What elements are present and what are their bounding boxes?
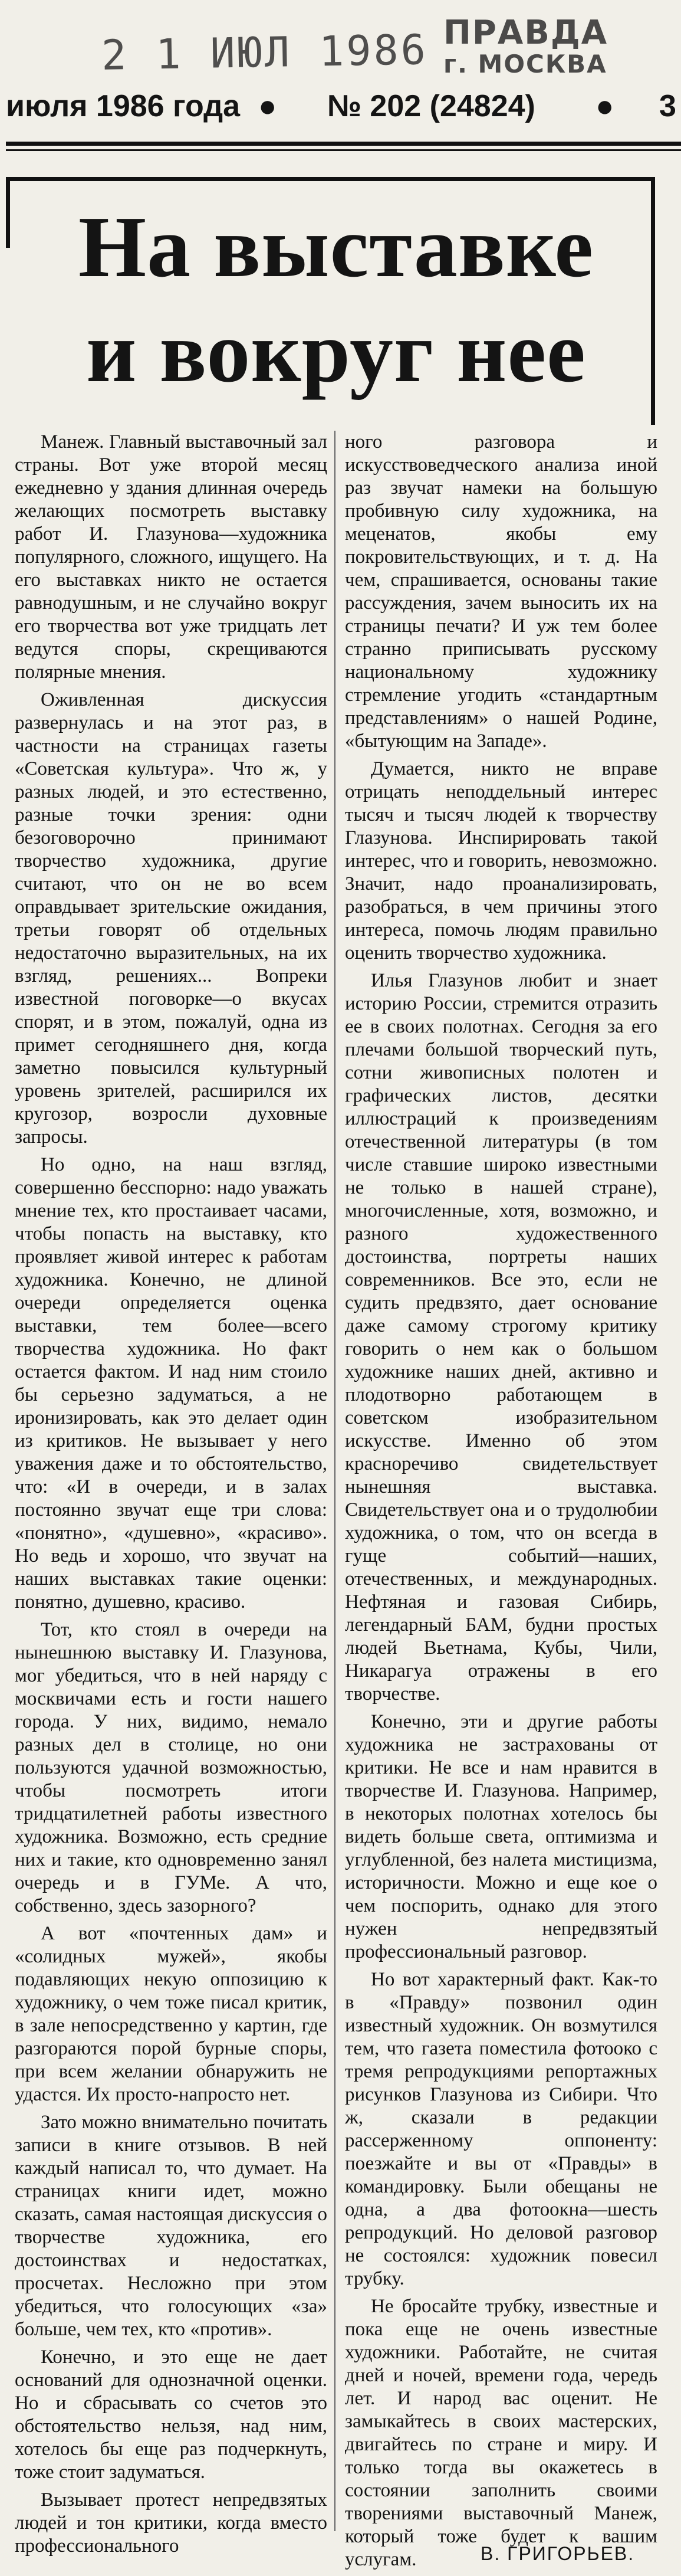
- archive-source-stamp: [443, 14, 614, 78]
- paragraph: А вот «почтенных дам» и «солидных мужей», якобы подавляющих некую оппозицию к художнику, о чем тоже писал критик, в зале непосредственно у картин, где разгораются порой бурные споры, при всем желании обнаружить не удастся. Их просто-напросто нет.: [15, 1923, 327, 2105]
- masthead-rule-thin: [6, 149, 681, 151]
- headline-frame-top: [6, 177, 654, 181]
- masthead-bullet: ●: [258, 89, 277, 123]
- headline-line-2: и вокруг нее: [86, 304, 586, 401]
- stamp-source-newspaper: ПРАВДА: [443, 14, 608, 52]
- headline-frame-right: [651, 177, 655, 425]
- masthead-bullet: ●: [596, 89, 614, 123]
- page-number: 3: [659, 89, 676, 123]
- author-signature: В. ГРИГОРЬЕВ.: [481, 2543, 635, 2564]
- article-headline: [24, 195, 649, 405]
- issue-number: № 202 (24824): [327, 89, 535, 123]
- paragraph: Вызывает протест непредвзятых людей и тон критики, когда вместо профессионального: [15, 2489, 327, 2557]
- article-column-right: [345, 431, 657, 2576]
- column-divider: [334, 431, 335, 2531]
- masthead-rule-thick: [6, 142, 681, 146]
- archive-date-stamp: 2 1 ИЮЛ 1986: [101, 25, 429, 80]
- paragraph: Тот, кто стоял в очереди на нынешнюю выставку И. Глазунова, мог убедиться, что в ней наряду с москвичами есть и гости нашего города. У них, видимо, немало разных дел в столице, но они пользуются удачной возможностью, чтобы посмотреть итоги тридцатилетней работы известного художника. Возможно, есть средние них и такие, кто одновременно занял очередь и в ГУМе. А что, собственно, здесь зазорного?: [15, 1619, 327, 1916]
- paragraph: Конечно, и это еще не дает оснований для однозначной оценки. Но и сбрасывать со счетов это обстоятельство нельзя, над ним, хотелось бы еще раз подчеркнуть, тоже стоит задуматься.: [15, 2346, 327, 2483]
- paragraph: Но одно, на наш взгляд, совершенно бесспорно: надо уважать мнение тех, кто простаивает часами, чтобы попасть на выставку, кто проявляет живой интерес к работам художника. Конечно, не длиной очереди определяется оценка выставки, тем более—всего творчества художника. Но факт остается фактом. И над ним стоило бы серьезно задуматься, а не иронизировать, как это делает один из критиков. Не вызывает у него уважения даже и то обстоятельство, что: «И в очереди, и в залах постоянно звучат еще три слова: «понятно», «душевно», «красиво». Но ведь и хорошо, что звучат на наших выставках такие оценки: понятно, душевно, красиво.: [15, 1154, 327, 1613]
- headline-line-1: На выставке: [78, 199, 594, 296]
- headline-frame-left: [6, 177, 10, 248]
- paragraph: Оживленная дискуссия развернулась и на этот раз, в частности на страницах газеты «Советская культура». Что ж, у разных людей, и это естественно, разные точки зрения: одни безоговорочно принимают творчество художника, другие считают, что он не во всем оправдывает зрительские ожидания, третьи говорят об отдельных недостаточно выразительных, на их взгляд, решениях... Вопреки известной поговорке—о вкусах спорят, и в этом, пожалуй, одна из примет сегодняшнего дня, когда заметно повысился культурный уровень зрителей, расширился их кругозор, возросли духовные запросы.: [15, 689, 327, 1148]
- paragraph: Илья Глазунов любит и знает историю России, стремится отразить ее в своих полотнах. Сегодня за его плечами большой творческий путь, сотни живописных полотен и графических листов, десятки иллюстраций к произведениям отечественной литературы (в том числе ставшие широко известными не только в нашей стране), многочисленные, хотя, возможно, и разного художественного достоинства, портреты наших современников. Все это, если не судить предвзято, дает основание даже самому строгому критику говорить о нем как о большом художнике наших дней, активно и плодотворно работающем в советском изобразительном искусстве. Именно об этом красноречиво свидетельствует нынешняя выставка. Свидетельствует она и о трудолюбии художника, о том, что он всегда в гуще событий—наших, отечественных, и международных. Нефтяная и газовая Сибирь, легендарный БАМ, будни простых людей Вьетнама, Кубы, Чили, Никарагуа отражены в его творчестве.: [345, 970, 657, 1705]
- paragraph: Конечно, эти и другие работы художника не застрахованы от критики. Не все и нам нравится в творчестве И. Глазунова. Например, в некоторых полотнах хотелось бы видеть больше света, оптимизма и углубленной, без налета мистицизма, историчности. Можно и еще кое о чем поспорить, однако для этого нужен непредвзятый профессиональный разговор.: [345, 1711, 657, 1962]
- paragraph: Не бросайте трубку, известные и пока еще не очень известные художники. Работайте, не считая дней и ночей, времени года, чередь лет. И народ вас оценит. Не замыкайтесь в своих мастерских, двигайтесь по стране и миру. И только тогда вы окажетесь в состоянии заполнить своими творениями выставочный Манеж, который тоже будет к вашим услугам.: [345, 2296, 657, 2570]
- article-column-left: [15, 431, 327, 2562]
- issue-masthead: [0, 89, 681, 130]
- stamp-source-city: г. МОСКВА: [443, 50, 607, 78]
- paragraph: Но вот характерный факт. Как-то в «Правду» позвонил один известный художник. Он возмутился тем, что газета поместила фотооко с тремя репродукциями репортажных рисунков Глазунова из Сибири. Что ж, сказали в редакции рассерженному оппоненту: поезжайте и вы от «Правды» в командировку. Были обещаны не одна, а два фотоокна—шесть репродукций. Но деловой разговор не состоялся: художник повесил трубку.: [345, 1969, 657, 2289]
- paragraph-continued: ного разговора и искусствоведческого анализа иной раз звучат намеки на большую пробивную силу художника, на меценатов, якобы ему покровительствующих, и т. д. На чем, спрашивается, основаны такие рассуждения, зачем выносить их на страницы печати? И уж тем более странно приписывать русскому национальному художнику стремление угодить «стандартным представлениям» о нашей Родине, «бытующим на Западе».: [345, 431, 657, 752]
- paragraph: Зато можно внимательно почитать записи в книге отзывов. В ней каждый написал то, что думает. На страницах книги идет, можно сказать, самая настоящая дискуссия о творчестве художника, его достоинствах и недостатках, просчетах. Несложно при этом убедиться, что голосующих «за» больше, чем тех, кто «против».: [15, 2112, 327, 2340]
- paragraph: Думается, никто не вправе отрицать неподдельный интерес тысяч и тысяч людей к творчеству Глазунова. Инспирировать такой интерес, что и говорить, невозможно. Значит, надо проанализировать, разобраться, в чем причины этого интереса, помочь людям правильно оценить творчество художника.: [345, 758, 657, 963]
- issue-date: июля 1986 года: [6, 89, 241, 123]
- paragraph: Манеж. Главный выставочный зал страны. Вот уже второй месяц ежедневно у здания длинная очередь желающих посмотреть выставку работ И. Глазунова—художника популярного, сложного, ищущего. На его выставках никто не остается равнодушным, и не случайно вокруг его творчества вот уже тридцать лет ведутся споры, скрещиваются полярные мнения.: [15, 431, 327, 683]
